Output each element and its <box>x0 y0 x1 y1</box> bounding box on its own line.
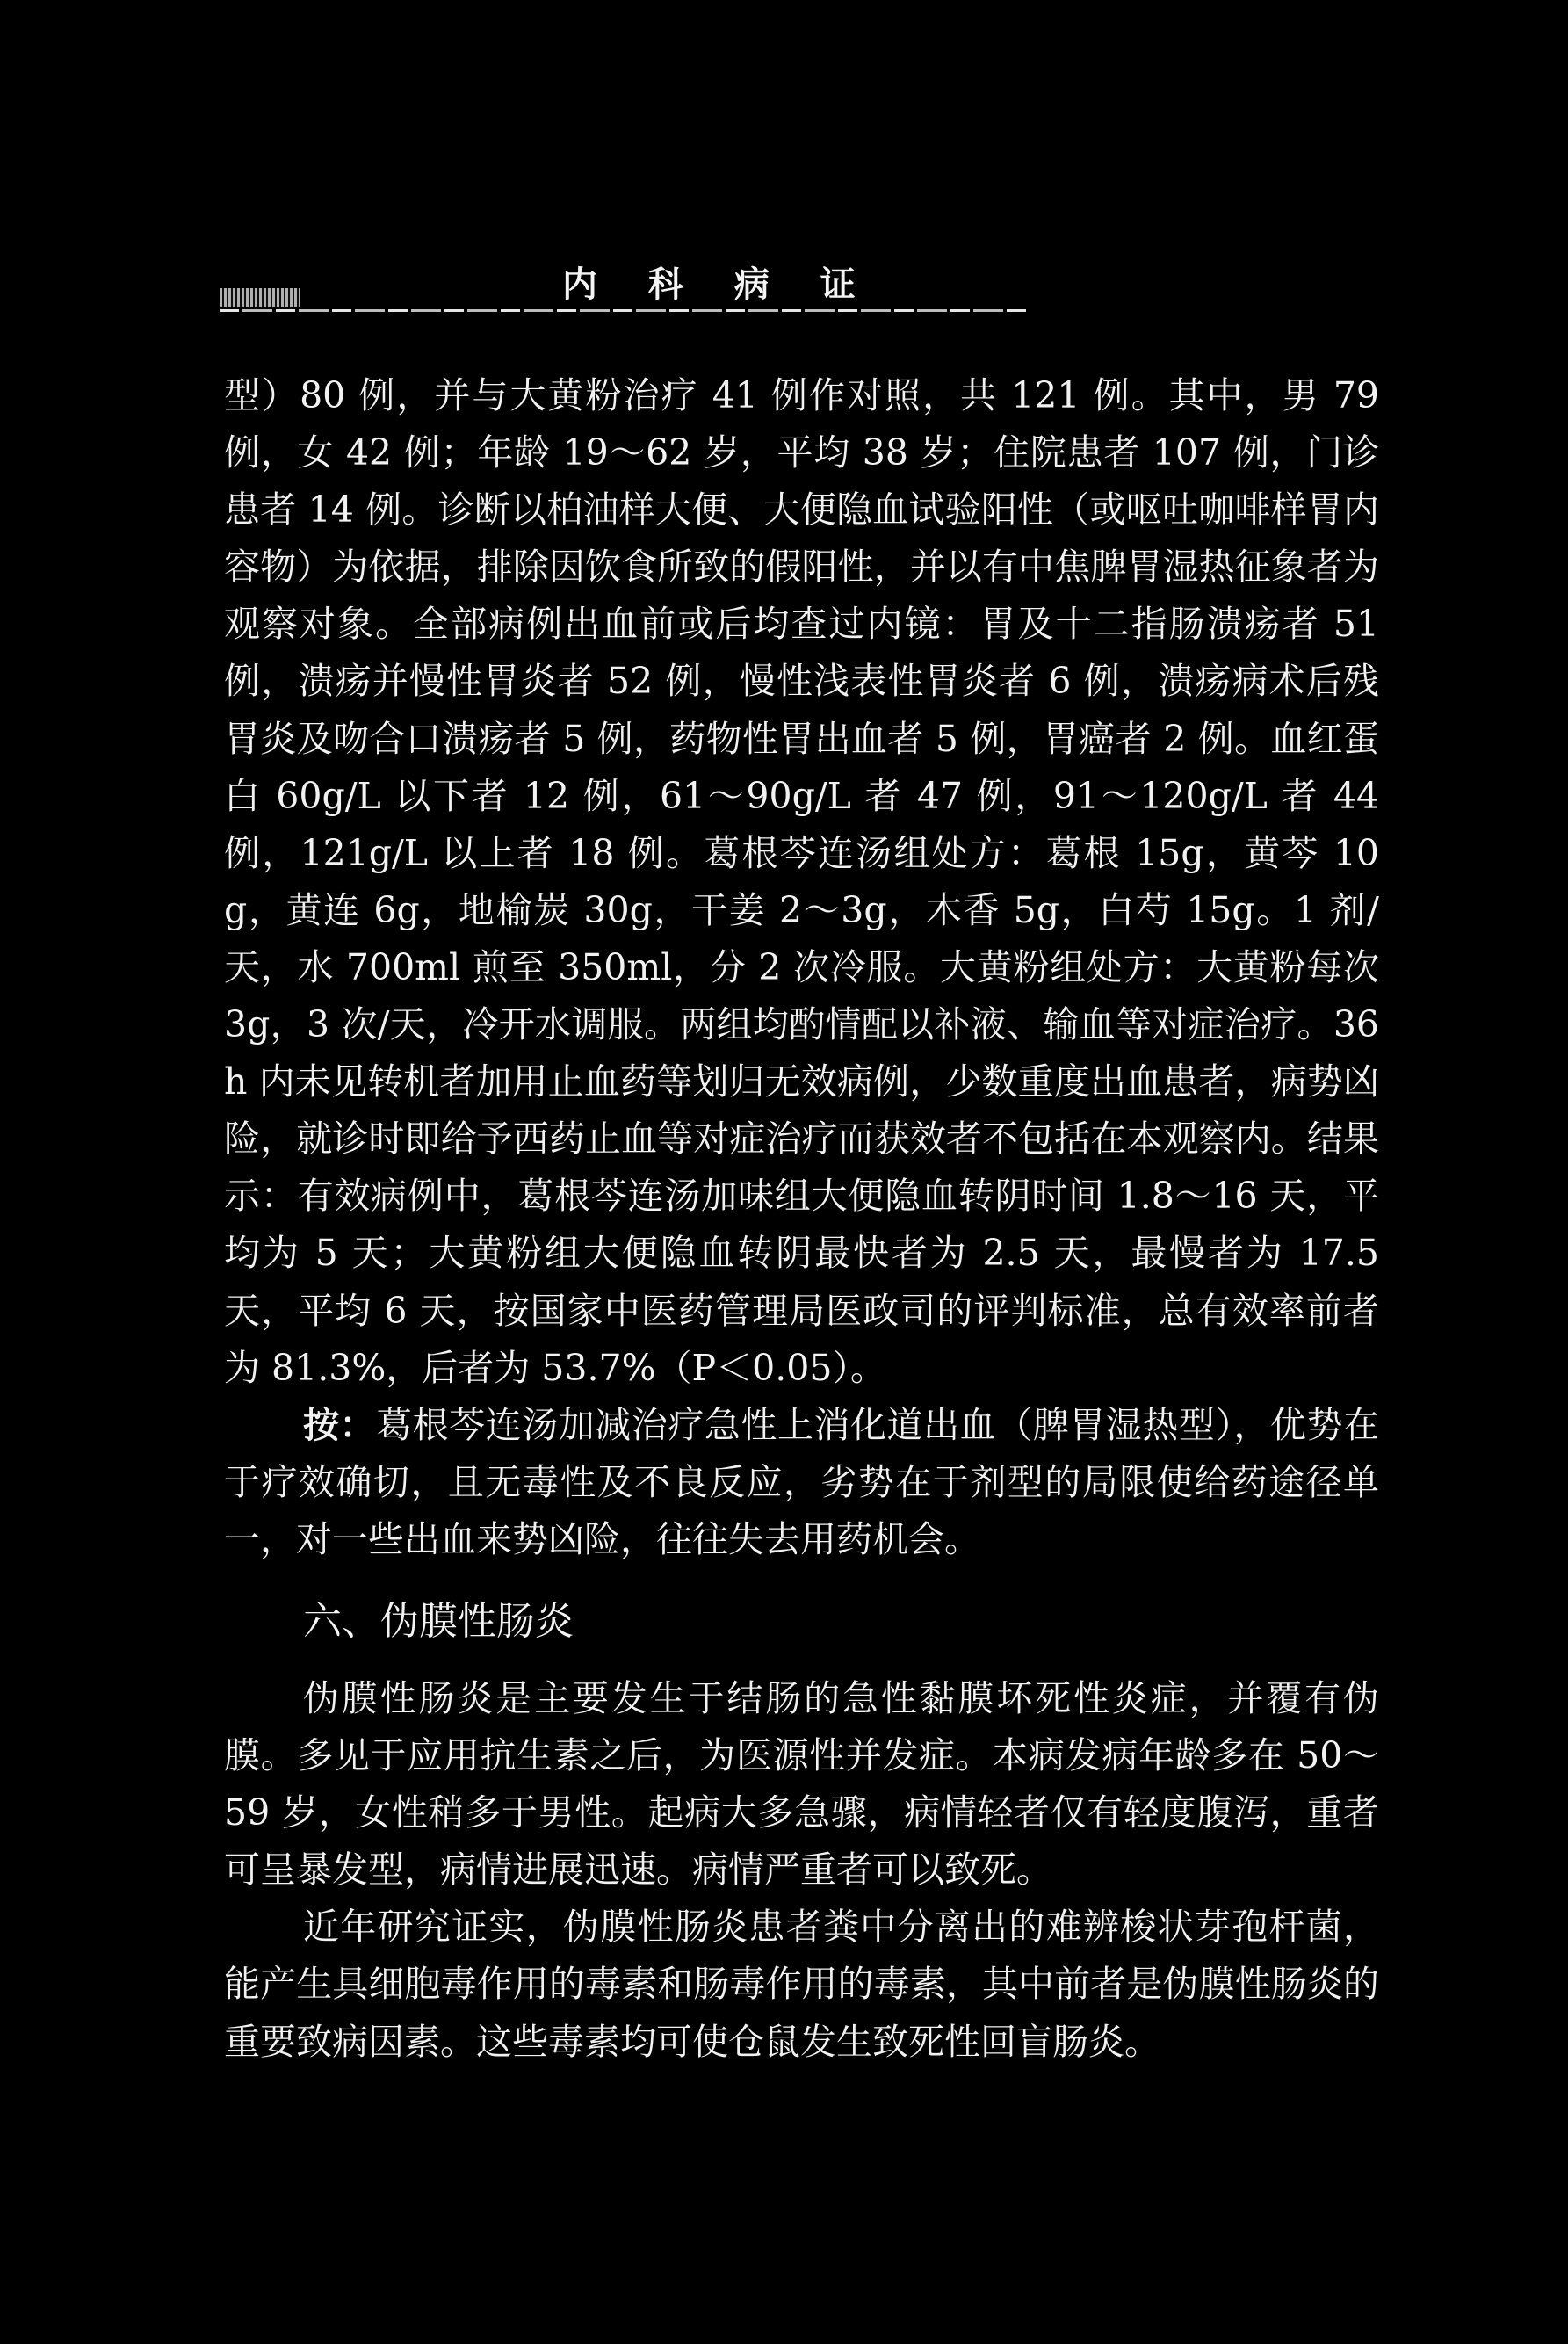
header-rule <box>220 309 1028 312</box>
paragraph-case-study: 型）80 例，并与大黄粉治疗 41 例作对照，共 121 例。其中，男 79 例，女 42 例；年龄 19～62 岁，平均 38 岁；住院患者 107 例，门诊患者 14 例。诊断以柏油样大便、大便隐血试验阳性（或呕吐咖啡样胃内容物）为依据，排除因饮食所致的假阳性，并以有中焦脾胃湿热征象者为观察对象。全部病例出血前或后均查过内镜：胃及十二指肠溃疡者 51 例，溃疡并慢性胃炎者 52 例，慢性浅表性胃炎者 6 例，溃疡病术后残胃炎及吻合口溃疡者 5 例，药物性胃出血者 5 例，胃癌者 2 例。血红蛋白 60g/L 以下者 12 例，61～90g/L 者 47 例，91～120g/L 者 44 例，121g/L 以上者 18 例。葛根芩连汤组处方：葛根 15g，黄芩 10g，黄连 6g，地榆炭 30g，干姜 2～3g，木香 5g，白芍 15g。1 剂/天，水 700ml 煎至 350ml，分 2 次冷服。大黄粉组处方：大黄粉每次 3g，3 次/天，冷开水调服。两组均酌情配以补液、输血等对症治疗。36h 内未见转机者加用止血药等划归无效病例，少数重度出血患者，病势凶险，就诊时即给予西药止血等对症治疗而获效者不包括在本观察内。结果示：有效病例中，葛根芩连汤加味组大便隐血转阴时间 1.8～16 天，平均为 5 天；大黄粉组大便隐血转阴最快者为 2.5 天，最慢者为 17.5 天，平均 6 天，按国家中医药管理局医政司的评判标准，总有效率前者为 81.3%，后者为 53.7%（P＜0.05）。 <box>224 374 1379 1389</box>
note-text: 葛根芩连汤加减治疗急性上消化道出血（脾胃湿热型），优势在于疗效确切，且无毒性及不良反应，劣势在于剂型的局限使给药途径单一，对一些出血来势凶险，往往失去用药机会。 <box>224 1403 1380 1560</box>
paragraph-note <box>224 1397 1379 1568</box>
page-body <box>224 367 1379 2071</box>
running-title: 内 科 病 证 <box>562 264 875 305</box>
section-heading: 六、伪膜性肠炎 <box>303 1598 574 1644</box>
note-label: 按： <box>303 1403 377 1446</box>
header-ornament <box>220 288 300 307</box>
paragraph-pseudomembranous-intro: 伪膜性肠炎是主要发生于结肠的急性黏膜坏死性炎症，并覆有伪膜。多见于应用抗生素之后，为医源性并发症。本病发病年龄多在 50～59 岁，女性稍多于男性。起病大多急骤，病情轻者仅有轻度腹泻，重者可呈暴发型，病情进展迅速。病情严重者可以致死。 <box>224 1676 1379 1892</box>
paragraph-pseudomembranous-research: 近年研究证实，伪膜性肠炎患者粪中分离出的难辨梭状芽孢杆菌，能产生具细胞毒作用的毒素和肠毒作用的毒素，其中前者是伪膜性肠炎的重要致病因素。这些毒素均可使仓鼠发生致死性回盲肠炎。 <box>224 1906 1379 2063</box>
page-header <box>220 260 1028 316</box>
